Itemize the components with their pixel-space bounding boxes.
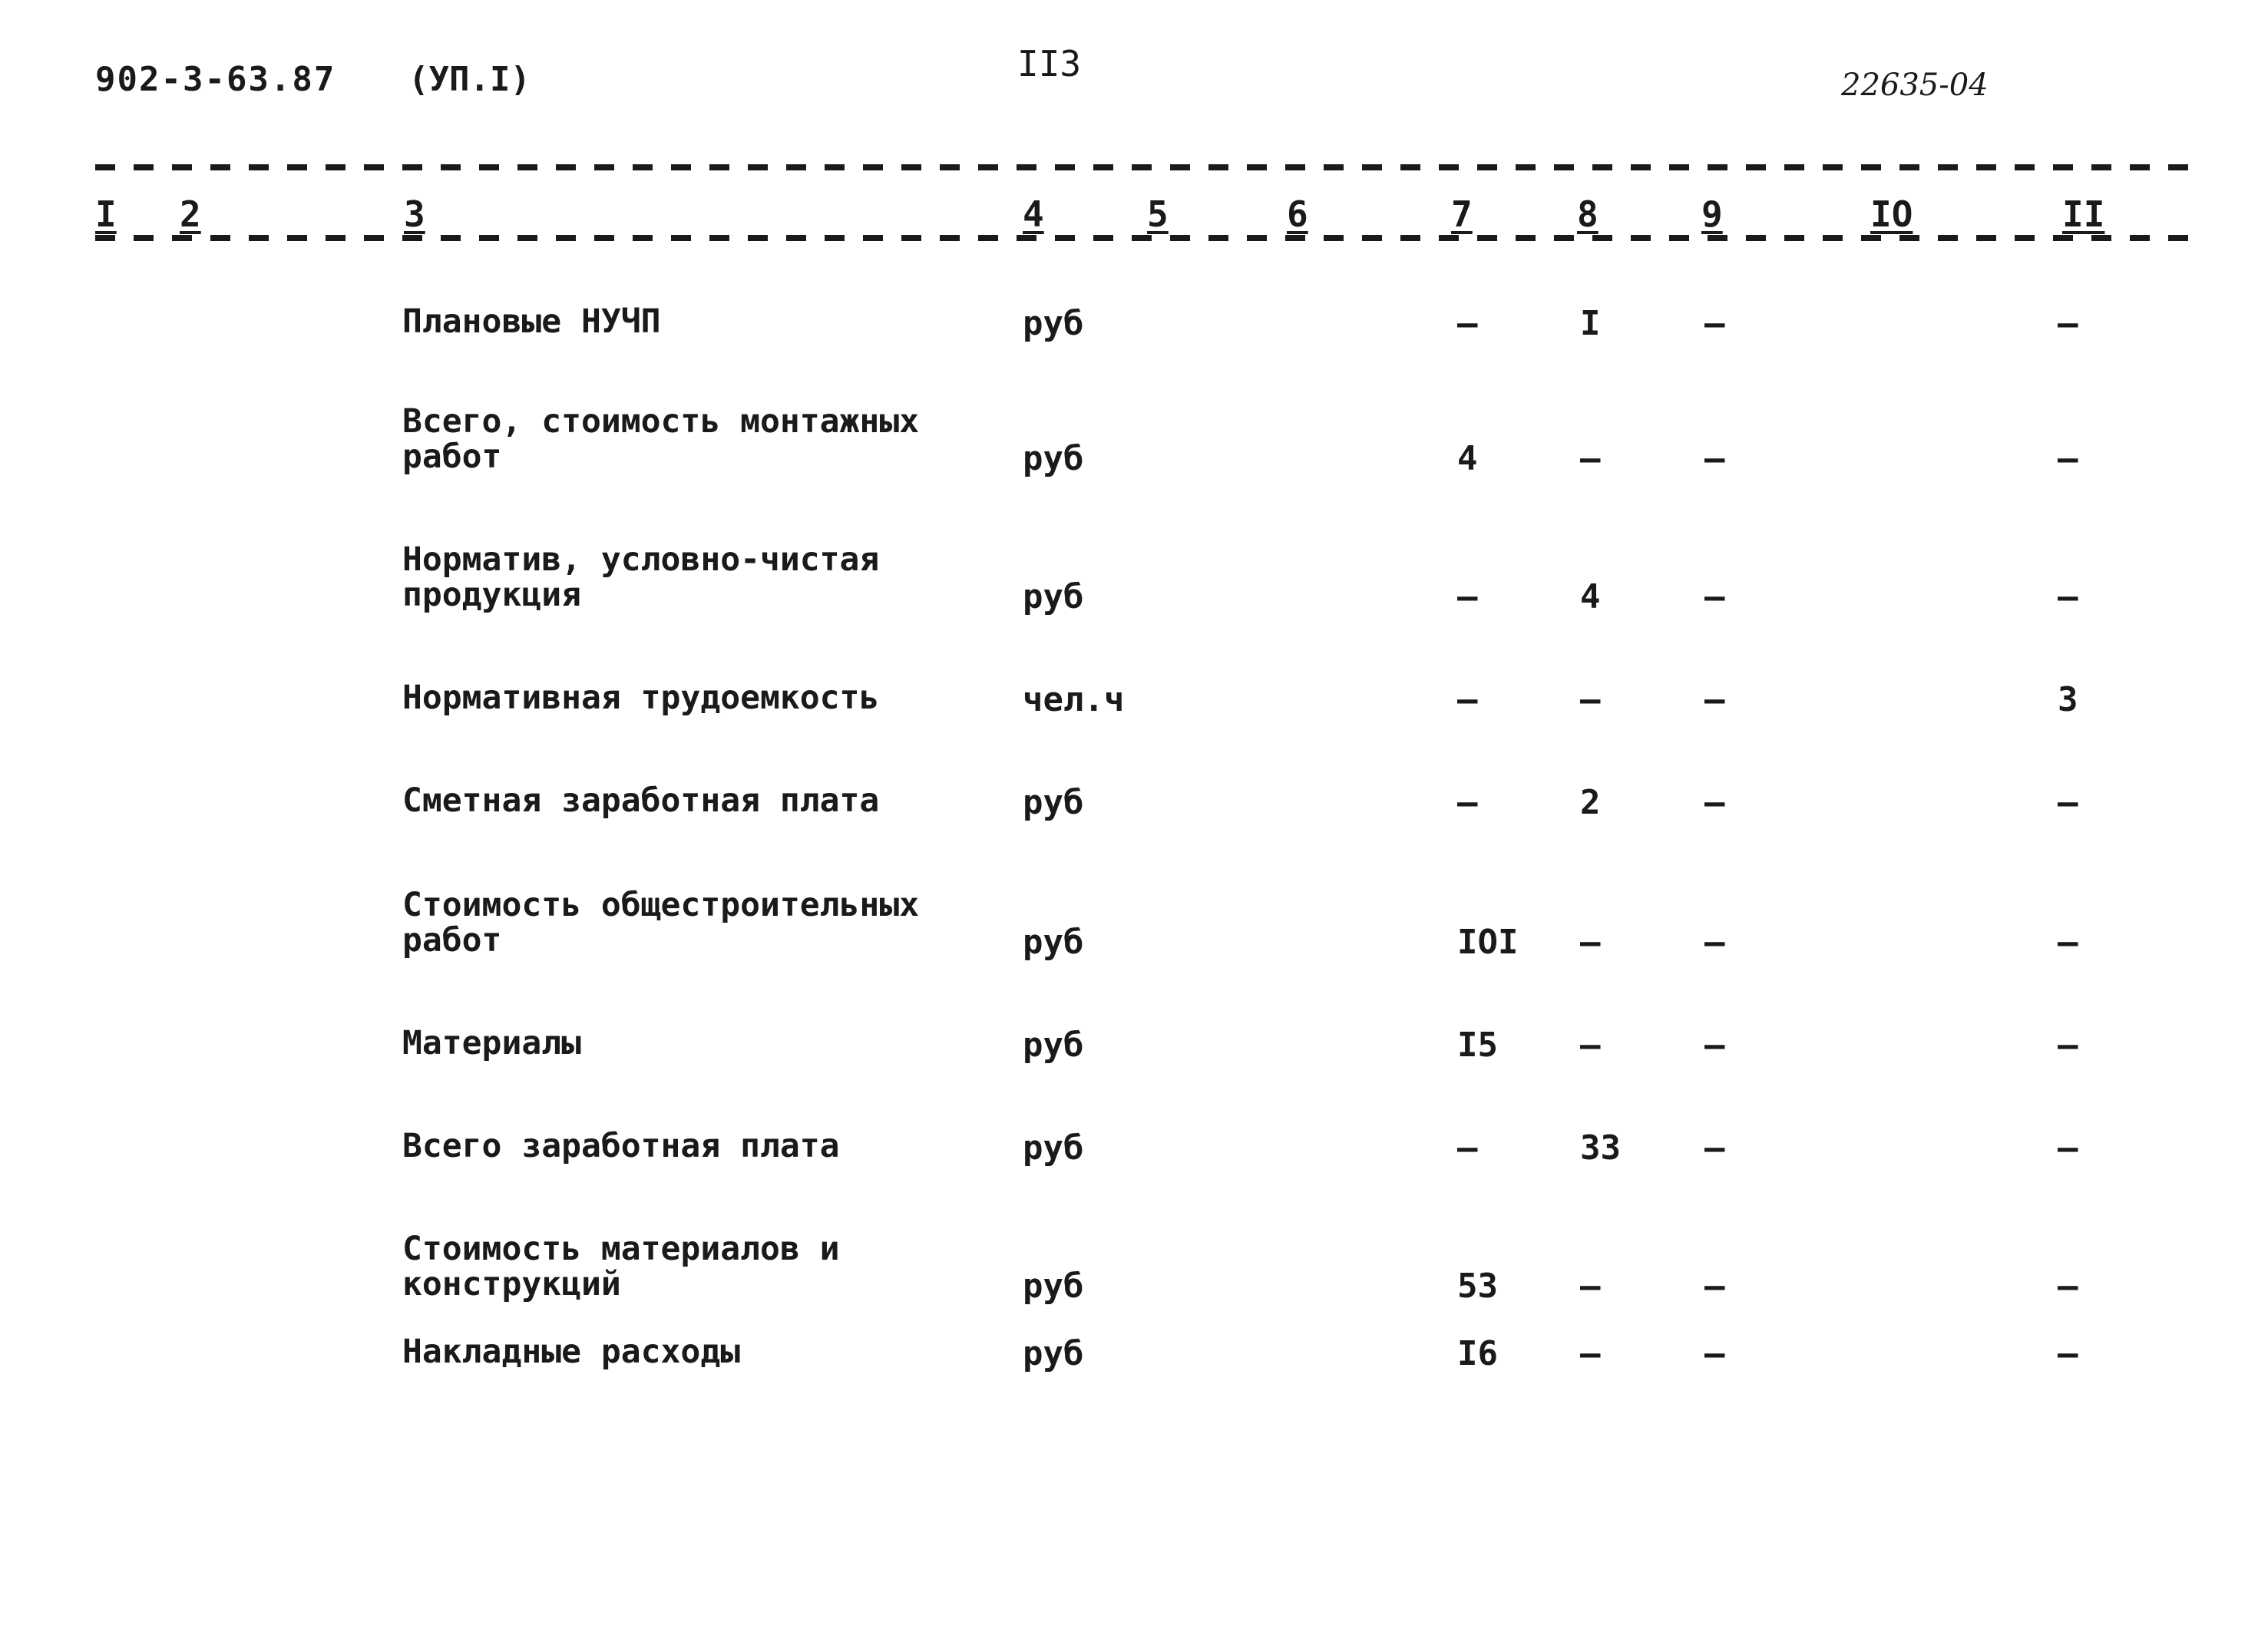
row-label: Нормативная трудоемкость [402,679,880,717]
value-cell-8: 33 [1580,1128,1621,1168]
unit-cell: руб [1023,1128,1084,1168]
unit-cell: руб [1023,1026,1084,1065]
value-cell-11: – [2058,439,2078,478]
row-label: Стоимость материалов и конструкций [402,1230,840,1303]
value-cell-11: – [2058,1128,2078,1168]
unit-cell: руб [1023,304,1084,343]
value-cell-7: – [1457,783,1478,822]
value-cell-11: – [2058,1026,2078,1065]
value-cell-9: – [1704,439,1725,478]
unit-cell: руб [1023,783,1084,822]
value-cell-9: – [1704,783,1725,822]
header-bottom-rule [95,235,2191,241]
value-cell-9: – [1704,577,1725,616]
value-cell-9: – [1704,1026,1725,1065]
row-label: Материалы [402,1024,581,1062]
column-number: II [2062,193,2105,235]
unit-cell: руб [1023,577,1084,616]
column-number: 2 [180,193,201,235]
row-label: Плановые НУЧП [402,302,661,341]
column-number: 3 [404,193,425,235]
value-cell-7: – [1457,680,1478,719]
value-cell-8: – [1580,680,1601,719]
value-cell-11: – [2058,923,2078,962]
value-cell-9: – [1704,1334,1725,1373]
unit-cell: руб [1023,923,1084,962]
value-cell-11: 3 [2058,680,2078,719]
row-label: Норматив, условно-чистая продукция [402,540,880,614]
value-cell-9: – [1704,680,1725,719]
column-number: IO [1870,193,1913,235]
value-cell-9: – [1704,1128,1725,1168]
value-cell-8: – [1580,439,1601,478]
value-cell-8: – [1580,1334,1601,1373]
value-cell-11: – [2058,304,2078,343]
table-top-rule [95,164,2191,170]
row-label: Накладные расходы [402,1333,741,1371]
row-label: Всего заработная плата [402,1127,840,1165]
value-cell-9: – [1704,923,1725,962]
value-cell-9: – [1704,304,1725,343]
document-code: 902-3-63.87 [95,60,336,99]
value-cell-8: 4 [1580,577,1601,616]
column-number: I [95,193,117,235]
value-cell-7: – [1457,304,1478,343]
column-number: 9 [1701,193,1723,235]
value-cell-11: – [2058,783,2078,822]
row-label: Стоимость общестроительных работ [402,886,920,960]
column-number: 4 [1023,193,1044,235]
value-cell-7: 4 [1457,439,1478,478]
value-cell-8: – [1580,923,1601,962]
column-number: 5 [1147,193,1169,235]
unit-cell: чел.ч [1023,680,1125,719]
value-cell-7: – [1457,1128,1478,1168]
value-cell-7: I6 [1457,1334,1498,1373]
value-cell-7: I5 [1457,1026,1498,1065]
unit-cell: руб [1023,1334,1084,1373]
inventory-number: 22635-04 [1841,68,1989,103]
value-cell-11: – [2058,1267,2078,1306]
value-cell-8: I [1580,304,1601,343]
unit-cell: руб [1023,439,1084,478]
column-number: 7 [1451,193,1473,235]
page-number: II3 [1017,43,1082,84]
column-number: 8 [1577,193,1599,235]
row-label: Сметная заработная плата [402,781,880,820]
sheet-label: (УП.I) [408,60,531,99]
value-cell-9: – [1704,1267,1725,1306]
row-label: Всего, стоимость монтажных работ [402,402,920,476]
value-cell-11: – [2058,577,2078,616]
value-cell-8: – [1580,1026,1601,1065]
value-cell-7: 53 [1457,1267,1498,1306]
value-cell-8: 2 [1580,783,1601,822]
value-cell-7: – [1457,577,1478,616]
value-cell-8: – [1580,1267,1601,1306]
column-number: 6 [1287,193,1308,235]
value-cell-11: – [2058,1334,2078,1373]
unit-cell: руб [1023,1267,1084,1306]
value-cell-7: IOI [1457,923,1519,962]
